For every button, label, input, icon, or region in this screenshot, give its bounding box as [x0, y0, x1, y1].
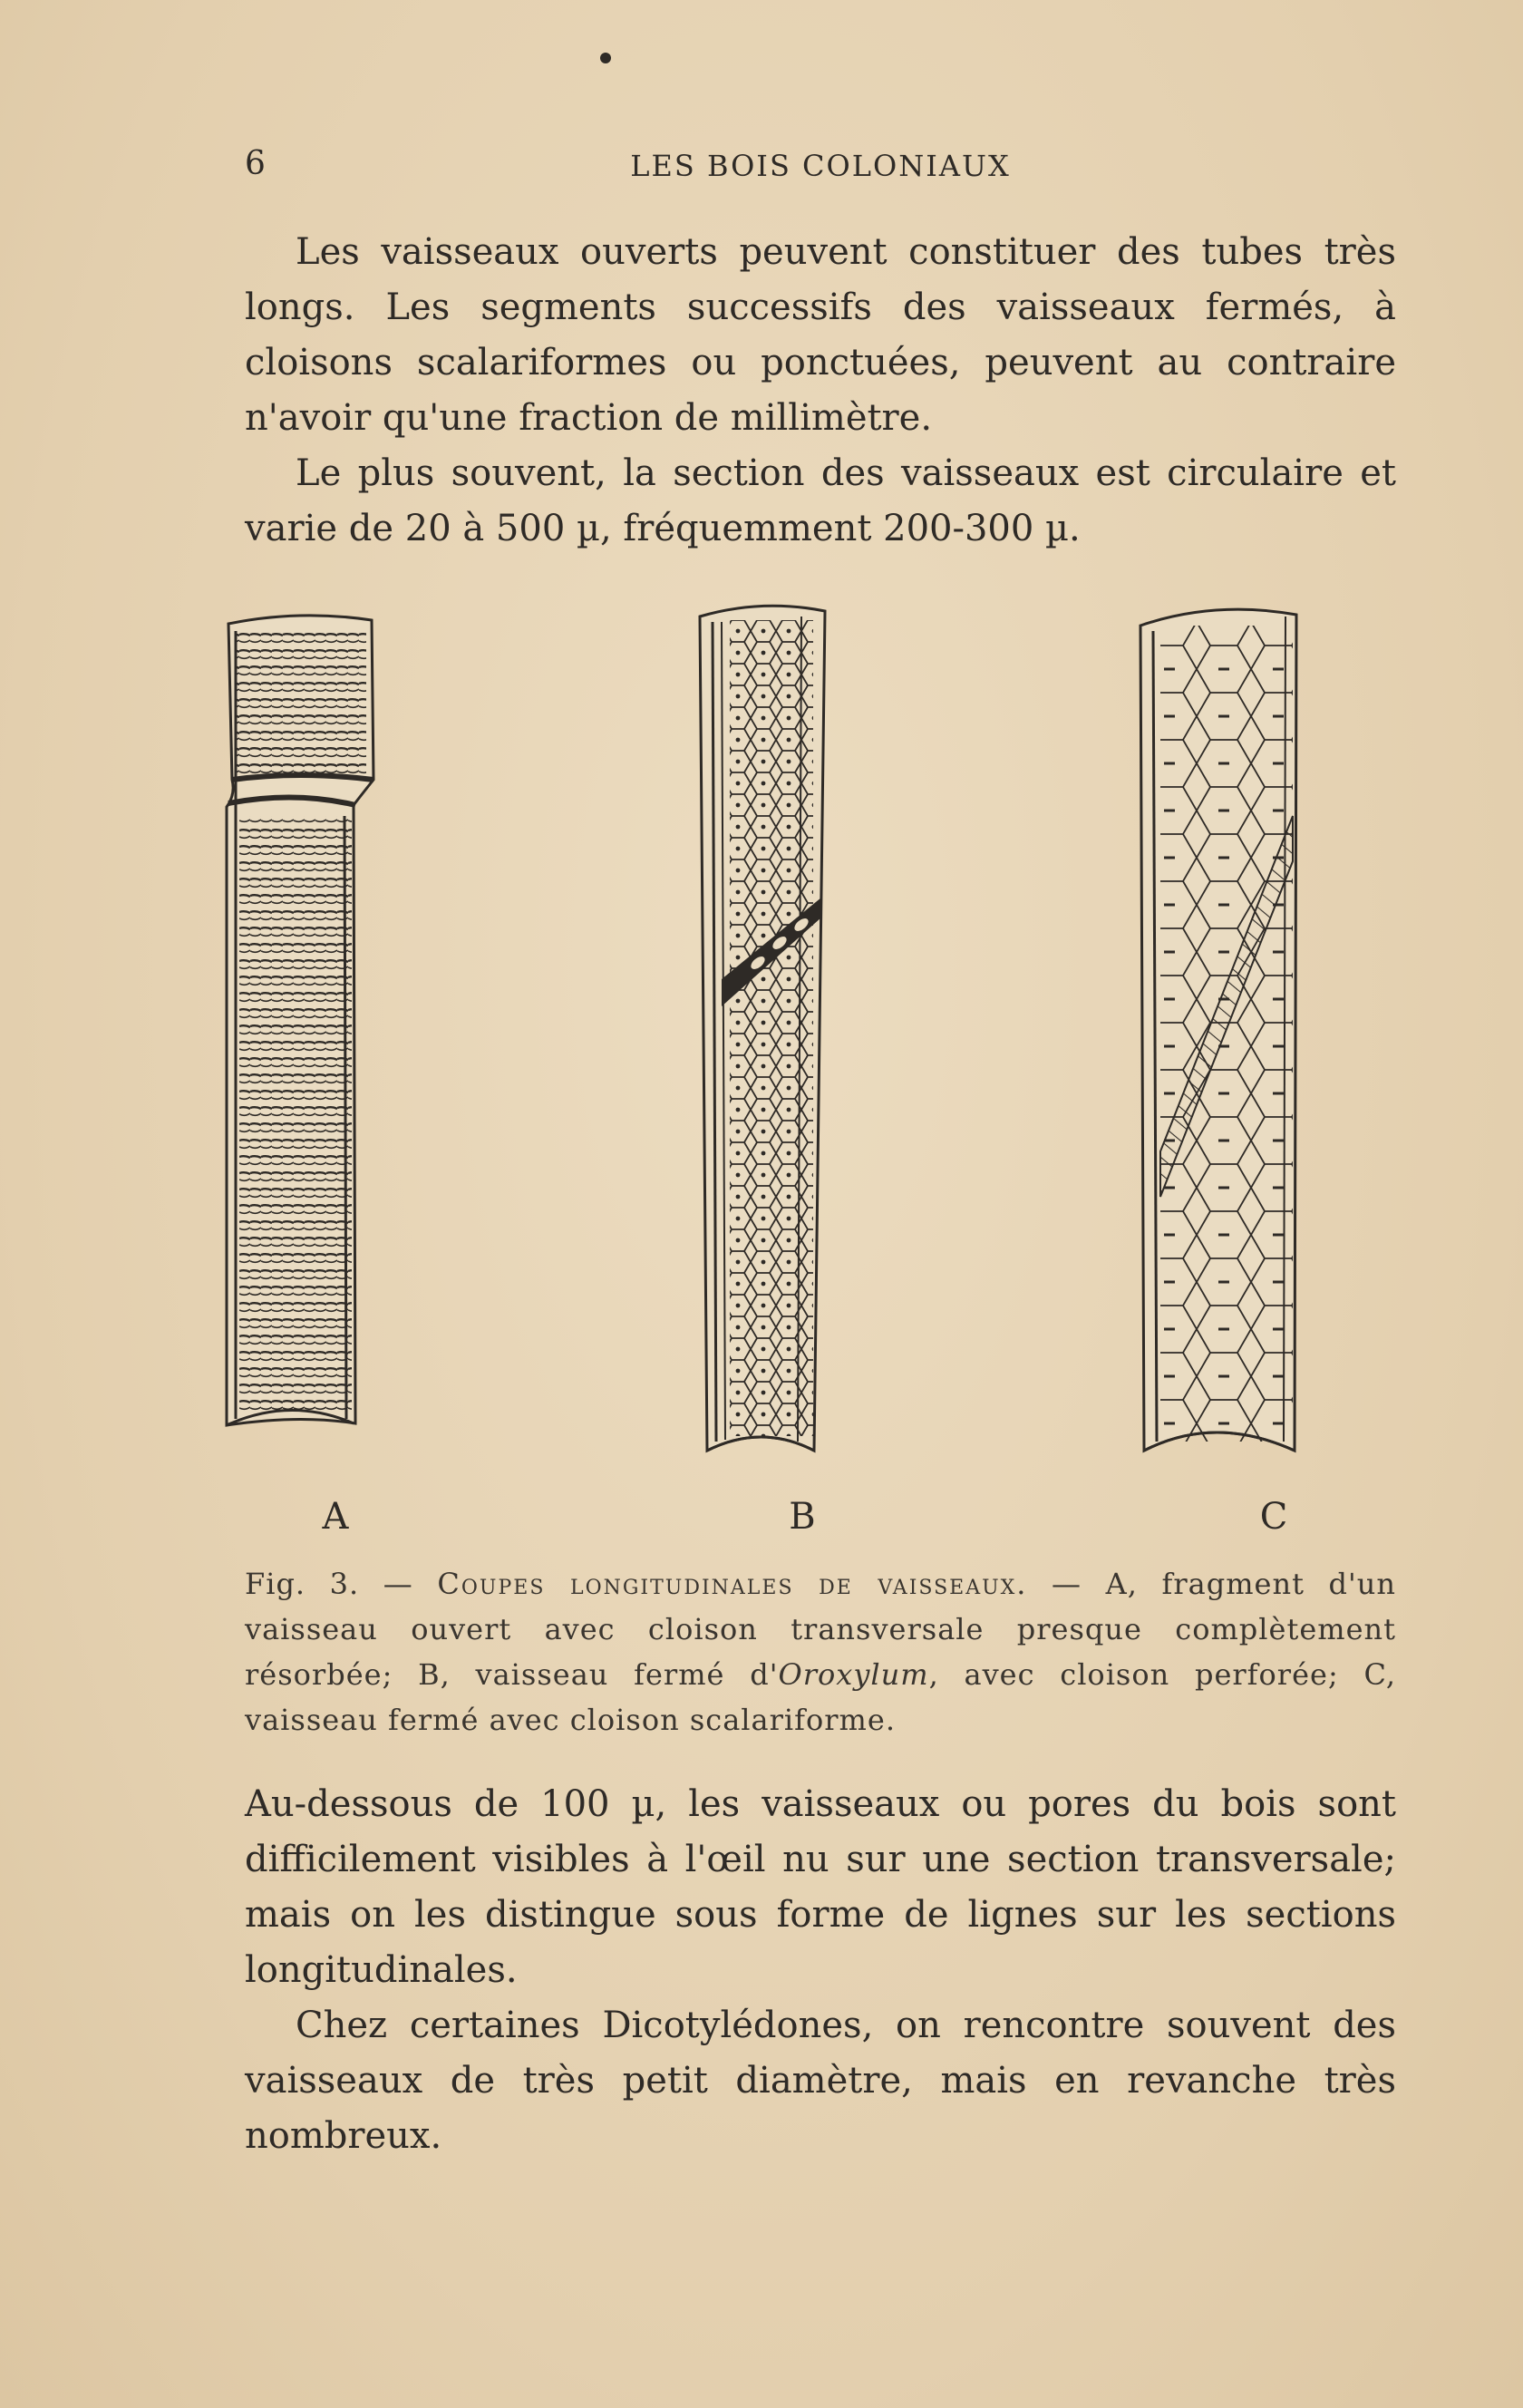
- page-header: [245, 145, 1396, 190]
- body-text-bottom: [245, 1777, 1396, 2164]
- figure-label-a: A: [322, 1496, 349, 1538]
- figure-vessels: [218, 598, 1423, 1559]
- paragraph: Au-dessous de 100 µ, les vaisseaux ou pores du bois sont difficilement visibles à l'œil nu sur une section transversale; mais on les distingue sous forme de lignes sur les sections longitudinales.: [245, 1783, 1396, 1991]
- figure-caption: [245, 1561, 1396, 1743]
- vessel-a-drawing: [227, 616, 373, 1425]
- caption-genus: Oroxylum: [778, 1657, 929, 1692]
- vessel-b-drawing: [700, 606, 825, 1451]
- figure-label-c: C: [1259, 1496, 1288, 1538]
- paragraph: Le plus souvent, la section des vaisseaux est circulaire et varie de 20 à 500 µ, fréquemment 200-300 µ.: [245, 452, 1396, 549]
- caption-title: Coupes longitudinales de vaisseaux.: [437, 1567, 1028, 1601]
- figure-label-b: B: [789, 1496, 816, 1538]
- page-number: 6: [245, 145, 266, 182]
- printer-mark: [600, 53, 611, 63]
- body-text-top: [245, 225, 1396, 557]
- running-title: LES BOIS COLONIAUX: [630, 149, 1011, 183]
- caption-text-2: , avec cloison perforée; C, vaisseau fermé avec cloison scalariforme.: [245, 1657, 1396, 1737]
- vessel-illustration: [218, 598, 1423, 1505]
- vessel-c-drawing: [1140, 609, 1296, 1451]
- caption-fig-number: Fig. 3. —: [245, 1567, 413, 1601]
- caption-text-1: — A, fragment d'un vaisseau ouvert avec cloison transversale presque complètement résorbée; B, vaisseau fermé d': [245, 1567, 1397, 1692]
- paragraph: Chez certaines Dicotylédones, on rencontre souvent des vaisseaux de très petit diamètre, mais en revanche très nombreux.: [245, 2005, 1396, 2157]
- paragraph: Les vaisseaux ouverts peuvent constituer des tubes très longs. Les segments successifs des vaisseaux fermés, à cloisons scalariformes ou ponctuées, peuvent au contraire n'avoir qu'une fraction de millimètre.: [245, 231, 1396, 439]
